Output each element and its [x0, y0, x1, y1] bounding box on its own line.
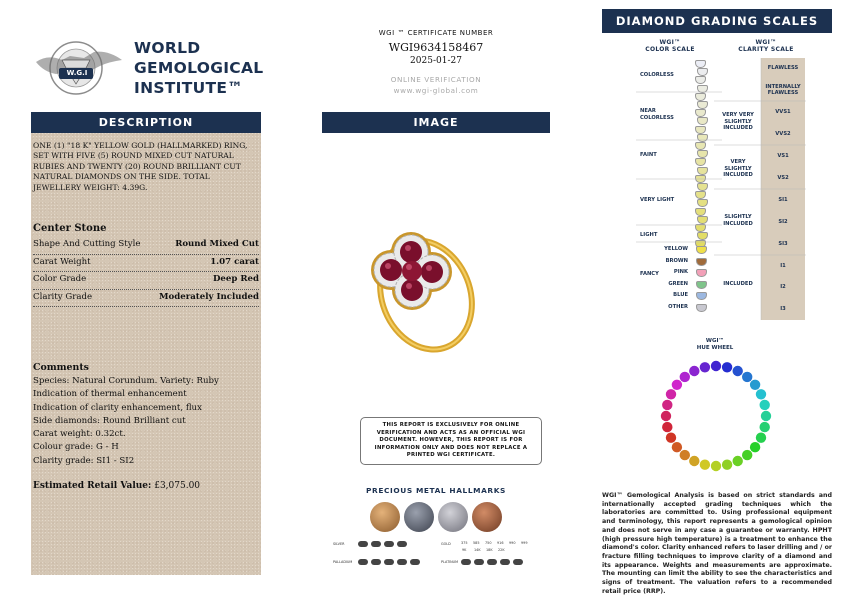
hue-dot — [680, 450, 690, 460]
hue-dot — [756, 389, 766, 399]
color-scale-dividers — [636, 58, 722, 320]
clarity-grade-box: I3 — [761, 298, 805, 321]
hallmark-coin-palladium-icon — [472, 502, 502, 532]
hallmark-row-label: PLATINUM — [441, 560, 459, 564]
hue-dot — [689, 366, 699, 376]
clarity-dividers — [714, 58, 806, 320]
center-stone-row — [33, 290, 259, 308]
center-stone-row — [33, 272, 259, 290]
hallmark-coin-gold-icon — [370, 502, 400, 532]
hallmark-gold-number: 999 — [521, 541, 528, 545]
clarity-scale — [714, 58, 806, 320]
center-stone-row — [33, 255, 259, 273]
retail-value — [33, 481, 200, 491]
hue-dot — [680, 372, 690, 382]
hue-dot — [711, 361, 721, 371]
wgi-logo — [28, 32, 268, 102]
comment-line: Carat weight: 0.32ct. — [33, 429, 126, 440]
hue-dot — [750, 442, 760, 452]
scales-header-label: DIAMOND GRADING SCALES — [615, 14, 819, 28]
hue-dot — [662, 422, 672, 432]
hallmark-row-label: GOLD — [441, 542, 451, 546]
clarity-group-vvs: VERY VERY SLIGHTLY INCLUDED — [722, 112, 754, 131]
center-stone-row — [33, 237, 259, 255]
center-stone-table — [33, 237, 259, 307]
certificate-number: WGI9634158467 — [388, 41, 484, 54]
color-group-near-colorless: NEAR COLORLESS — [640, 108, 674, 121]
color-group-faint: FAINT — [640, 152, 657, 158]
clarity-grade-box: SI1 — [761, 189, 805, 212]
fancy-color-label: PINK — [673, 269, 688, 275]
color-scale — [612, 58, 722, 320]
online-verification-label: ONLINE VERIFICATION — [390, 75, 482, 84]
description-header-label: DESCRIPTION — [98, 116, 194, 129]
center-stone-title: Center Stone — [33, 223, 107, 234]
hue-dot — [760, 422, 770, 432]
clarity-grade-box: INTERNALLY FLAWLESS — [761, 79, 805, 102]
logo-line-gemological: GEMOLOGICAL — [134, 59, 264, 77]
hallmark-stamp-icon — [358, 541, 368, 547]
comments-list — [33, 375, 219, 468]
hallmark-gold-number: 585 — [473, 541, 480, 545]
clarity-grade-box: SI3 — [761, 233, 805, 256]
hue-dot — [661, 411, 671, 421]
certificate-date: 2025-01-27 — [410, 56, 462, 66]
clarity-grade-box: I2 — [761, 277, 805, 299]
fancy-color-label: YELLOW — [664, 246, 688, 252]
row-label: Carat Weight — [33, 256, 91, 267]
hue-wheel-title — [680, 338, 750, 352]
comments-title: Comments — [33, 362, 89, 373]
comment-line: Indication of clarity enhancement, flux — [33, 402, 202, 413]
wgi-seal-initials: W.G.I — [66, 69, 88, 77]
hue-dot — [733, 366, 743, 376]
hue-dot — [760, 400, 770, 410]
row-label: Shape And Cutting Style — [33, 239, 141, 249]
hue-dot — [722, 362, 732, 372]
hue-dot — [662, 400, 672, 410]
logo-line-world: WORLD — [134, 39, 201, 57]
certificate-number-label: WGI ™ CERTIFICATE NUMBER — [378, 29, 494, 37]
hue-dot — [761, 411, 771, 421]
comment-line: Indication of thermal enhancement — [33, 389, 187, 400]
row-value: 1.07 carat — [210, 256, 259, 267]
fancy-color-label: OTHER — [668, 303, 688, 310]
hallmark-coin-platinum-icon — [404, 502, 434, 532]
retail-value-amount: £3,075.00 — [154, 481, 201, 491]
hallmark-stamps — [330, 538, 542, 570]
retail-value-label: Estimated Retail Value: — [33, 481, 152, 491]
hallmark-stamp-icon — [474, 559, 484, 565]
comment-line: Species: Natural Corundum. Variety: Ruby — [33, 376, 219, 386]
hallmark-gold-number: 375 — [461, 541, 468, 545]
hue-dot — [750, 380, 760, 390]
image-header — [322, 112, 550, 133]
hue-dot — [700, 460, 710, 470]
hallmark-stamp-icon — [410, 559, 420, 565]
hallmark-stamp-icon — [397, 559, 407, 565]
description-panel — [31, 133, 261, 575]
clarity-group-si: SLIGHTLY INCLUDED — [723, 214, 753, 227]
hue-dot — [666, 433, 676, 443]
wgi-seal-icon — [28, 32, 128, 102]
disclaimer-box — [360, 417, 542, 465]
hue-dot — [742, 372, 752, 382]
hallmark-stamp-icon — [358, 559, 368, 565]
color-group-fancy: FANCY — [640, 271, 659, 277]
color-scale-title-wgi: WGI™ — [659, 39, 681, 46]
description-text: ONE (1) "18 K" YELLOW GOLD (HALLMARKED) RING, SET WITH FIVE (5) ROUND MIXED CUT NATURAL RUBIES AND TWENTY (20) ROUND BRILLIANT CUT NATURAL DIAMONDS ON THE SIDE. TOTAL JEWELLERY WEIGHT: 4.39G. — [33, 141, 248, 192]
hue-dot — [733, 456, 743, 466]
hallmark-stamp-icon — [371, 559, 381, 565]
row-label: Clarity Grade — [33, 291, 93, 302]
ring-image — [356, 220, 486, 365]
comment-line: Clarity grade: SI1 - SI2 — [33, 455, 135, 466]
color-scale-title-text: COLOR SCALE — [645, 46, 695, 53]
hue-dot — [700, 362, 710, 372]
color-group-light: LIGHT — [640, 232, 658, 238]
fancy-color-label: BLUE — [673, 292, 688, 298]
hallmark-row-label: SILVER — [333, 542, 345, 546]
row-label: Color Grade — [33, 274, 87, 284]
hallmark-gold-karat: 14K — [474, 548, 481, 552]
image-header-label: IMAGE — [413, 116, 459, 129]
hue-dot — [689, 456, 699, 466]
clarity-group-i: INCLUDED — [723, 281, 753, 287]
row-value: Round Mixed Cut — [175, 239, 259, 249]
fancy-color-label: BROWN — [665, 257, 688, 264]
row-value: Deep Red — [212, 274, 259, 284]
hue-wheel-title-wgi: WGI™ — [705, 338, 725, 344]
clarity-grade-box: VVS2 — [761, 123, 805, 146]
hue-dot — [711, 461, 721, 471]
clarity-scale-title-text: CLARITY SCALE — [738, 46, 794, 53]
clarity-grade-box: FLAWLESS — [761, 58, 805, 80]
hallmark-stamp-icon — [461, 559, 471, 565]
hue-dot — [672, 442, 682, 452]
clarity-scale-title-wgi: WGI™ — [755, 39, 777, 46]
hallmark-gold-number: 990 — [509, 541, 516, 545]
hallmark-stamp-icon — [384, 559, 394, 565]
disclaimer-text: THIS REPORT IS EXCLUSIVELY FOR ONLINE VERIFICATION AND ACTS AS AN OFFICIAL WGI DOCUMENT. HOWEVER, THIS REPORT IS FOR INFORMATION ONLY AND DOES NOT REPLACE A PRINTED WGI CERTIFICATE. — [374, 422, 528, 459]
hallmark-gold-karat: 18K — [486, 548, 493, 552]
hallmark-coin-silver-icon — [438, 502, 468, 532]
clarity-grade-box: VS1 — [761, 145, 805, 168]
hallmark-gold-karat: 22K — [498, 548, 505, 552]
comment-line: Side diamonds: Round Brilliant cut — [33, 415, 186, 426]
hallmark-gold-number: 750 — [485, 541, 492, 545]
comment-line: Colour grade: G - H — [33, 442, 119, 453]
clarity-grade-box: I1 — [761, 255, 805, 278]
hue-dot — [666, 389, 676, 399]
hue-dot — [742, 450, 752, 460]
hallmark-coins — [368, 500, 508, 534]
fancy-color-label: GREEN — [668, 280, 688, 287]
scales-header — [602, 9, 832, 33]
color-group-colorless: COLORLESS — [640, 72, 674, 78]
color-group-very-light: VERY LIGHT — [640, 197, 675, 203]
hallmark-row-label: PALLADIUM — [333, 560, 353, 564]
gemological-analysis-text: WGI™ Gemological Analysis is based on strict standards and internationally accepted grading techniques which the laboratories are committed to. Using professional equipment and terminology, this report represents a gemological opinion and does not serve in any case a guarantee or warranty. HPHT (high pressure high temperature) is a treatment to enhance the diamond's color. Clarity enhanced refers to laser drilling and / or fracture filling techniques to improve clarity of a diamond and its appearance. Weights and measurements are approximate. The mounting can limit the ability to see the characteristics and signs of treatment. The valuation refers to a recommended retail price (RRP). — [602, 492, 832, 595]
hallmark-gold-karat: 9K — [462, 548, 467, 552]
hallmark-gold-number: 916 — [497, 541, 504, 545]
hallmark-stamp-icon — [371, 541, 381, 547]
clarity-grade-box: SI2 — [761, 211, 805, 234]
hallmarks-title: PRECIOUS METAL HALLMARKS — [366, 486, 506, 495]
description-header — [31, 112, 261, 133]
clarity-scale-title — [726, 39, 806, 53]
online-verification-link[interactable]: www.wgi-global.com — [393, 86, 479, 95]
hue-wheel-icon — [646, 354, 786, 480]
hallmark-stamp-icon — [487, 559, 497, 565]
hue-wheel-title-text: HUE WHEEL — [696, 345, 734, 351]
clarity-grade-box: VVS1 — [761, 101, 805, 124]
color-scale-title — [630, 39, 710, 53]
hallmark-stamp-icon — [397, 541, 407, 547]
hue-dot — [722, 460, 732, 470]
hue-dot — [672, 380, 682, 390]
clarity-grade-box: VS2 — [761, 167, 805, 190]
hallmark-stamp-icon — [513, 559, 523, 565]
hue-dot — [756, 433, 766, 443]
hallmark-stamp-icon — [500, 559, 510, 565]
row-value: Moderately Included — [158, 291, 259, 302]
hallmark-stamp-icon — [384, 541, 394, 547]
logo-line-institute: INSTITUTE™ — [134, 79, 244, 97]
clarity-group-vs: VERY SLIGHTLY INCLUDED — [723, 159, 753, 178]
